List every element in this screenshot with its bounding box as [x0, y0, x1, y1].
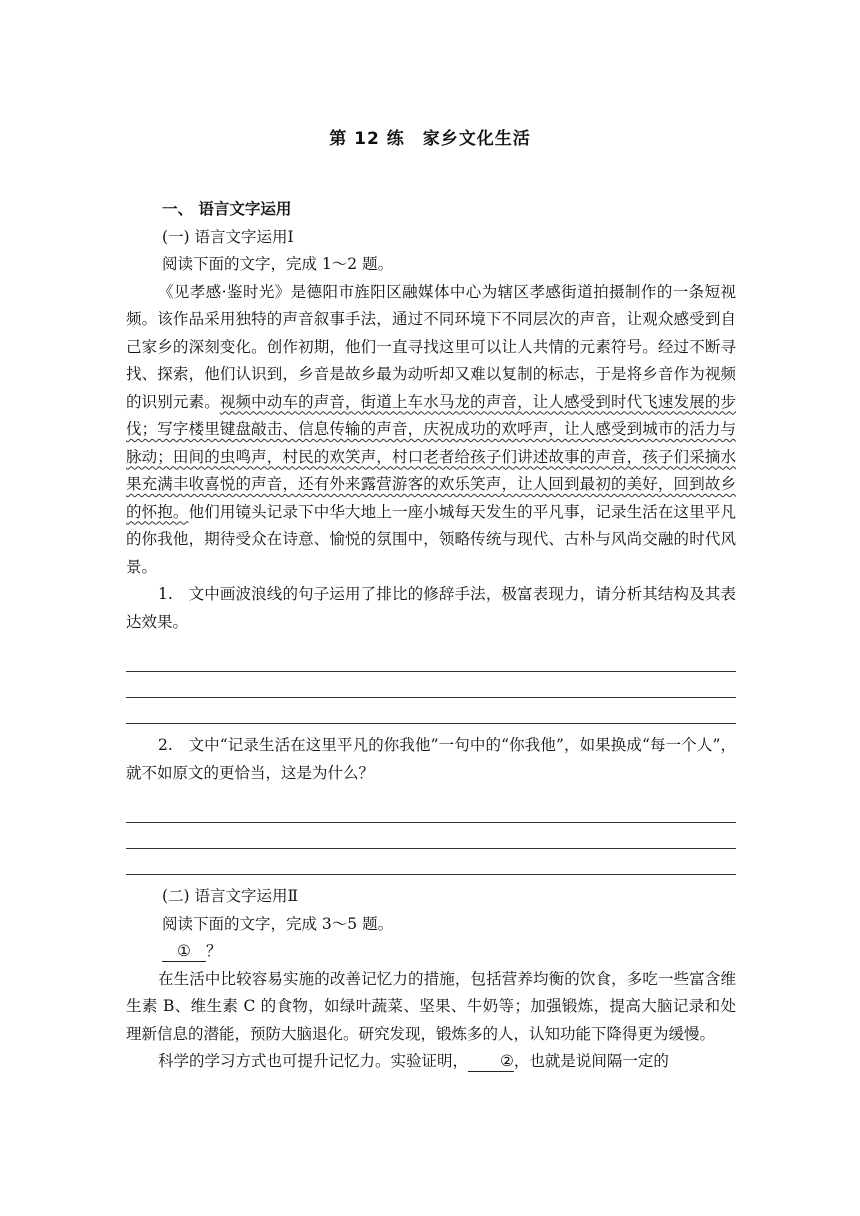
passage-2-paragraph-2: [126, 1048, 736, 1076]
fill-blank-1[interactable]: ①: [162, 941, 206, 962]
passage-1: [126, 279, 736, 582]
answer-area-2: [126, 797, 736, 875]
part2-label: (二) 语言文字运用Ⅱ: [162, 887, 299, 905]
part1-label: (一) 语言文字运用Ⅰ: [162, 227, 294, 246]
passage-2-paragraph-1: 在生活中比较容易实施的改善记忆力的措施，包括营养均衡的饮食，多吃一些富含维生素 B、维生素 C 的食物，如绿叶蔬菜、坚果、牛奶等；加强锻炼，提高大脑记录和处理新信息的潜能，预防大脑退化。研究发现，锻炼多的人，认知功能下降得更为缓慢。: [126, 969, 736, 1043]
part2-instruction: 阅读下面的文字，完成 3～5 题。: [162, 914, 394, 933]
answer-line[interactable]: [126, 849, 736, 875]
paragraph-2-continue: ，也就是说间隔一定的: [513, 1052, 669, 1070]
answer-line[interactable]: [126, 823, 736, 849]
wavy-underlined-sentence: 视频中动车的声音，街道上车水马龙的声音，让人感受到时代飞速发展的步伐；写字楼里键盘敲击、信息传输的声音，庆祝成功的欢呼声，让人感受到城市的活力与脉动；田间的虫鸣声，村民的欢笑声，村口老者给孩子们讲述故事的声音，孩子们采摘水果充满丰收喜悦的声音，还有外来露营游客的欢乐笑声，让人回到最初的美好，回到故乡的怀抱。: [126, 392, 736, 521]
passage-1-ending: 他们用镜头记录下中华大地上一座小城每天发生的平凡事，记录生活在这里平凡的你我他，期待受众在诗意、愉悦的氛围中，领略传统与现代、古朴与风尚交融的时代风景。: [126, 502, 736, 576]
document-body: [126, 196, 736, 1076]
passage-1-intro: 《见孝感·鉴时光》是德阳市旌阳区融媒体中心为辖区孝感街道拍摄制作的一条短视频。该作品采用独特的声音叙事手法，通过不同环境下不同层次的声音，让观众感受到自己家乡的深刻变化。创作初期，他们一直寻找这里可以让人共情的元素符号。经过不断寻找、探索，他们认识到，乡音是故乡最为动听却又难以复制的标志，于是将乡音作为视频的识别元素。: [126, 282, 736, 411]
question-2: 2. 文中“记录生活在这里平凡的你我他”一句中的“你我他”，如果换成“每一个人”，就不如原文的更恰当，这是为什么？: [126, 736, 736, 782]
page-title: 第 12 练 家乡文化生活: [329, 129, 531, 149]
answer-line[interactable]: [126, 672, 736, 698]
passage-2-heading: [162, 938, 736, 966]
paragraph-2-start: 科学的学习方式也可提升记忆力。实验证明，: [158, 1052, 469, 1070]
answer-line[interactable]: [126, 646, 736, 672]
section-heading: 一、 语言文字运用: [162, 200, 292, 218]
heading-suffix: ？: [206, 942, 222, 960]
question-1: 1. 文中画波浪线的句子运用了排比的修辞手法，极富表现力，请分析其结构及其表达效果。: [126, 585, 736, 631]
answer-area-1: [126, 646, 736, 724]
answer-line[interactable]: [126, 797, 736, 823]
part1-instruction: 阅读下面的文字，完成 1～2 题。: [162, 255, 394, 273]
fill-blank-2[interactable]: ②: [468, 1051, 514, 1072]
answer-line[interactable]: [126, 698, 736, 724]
